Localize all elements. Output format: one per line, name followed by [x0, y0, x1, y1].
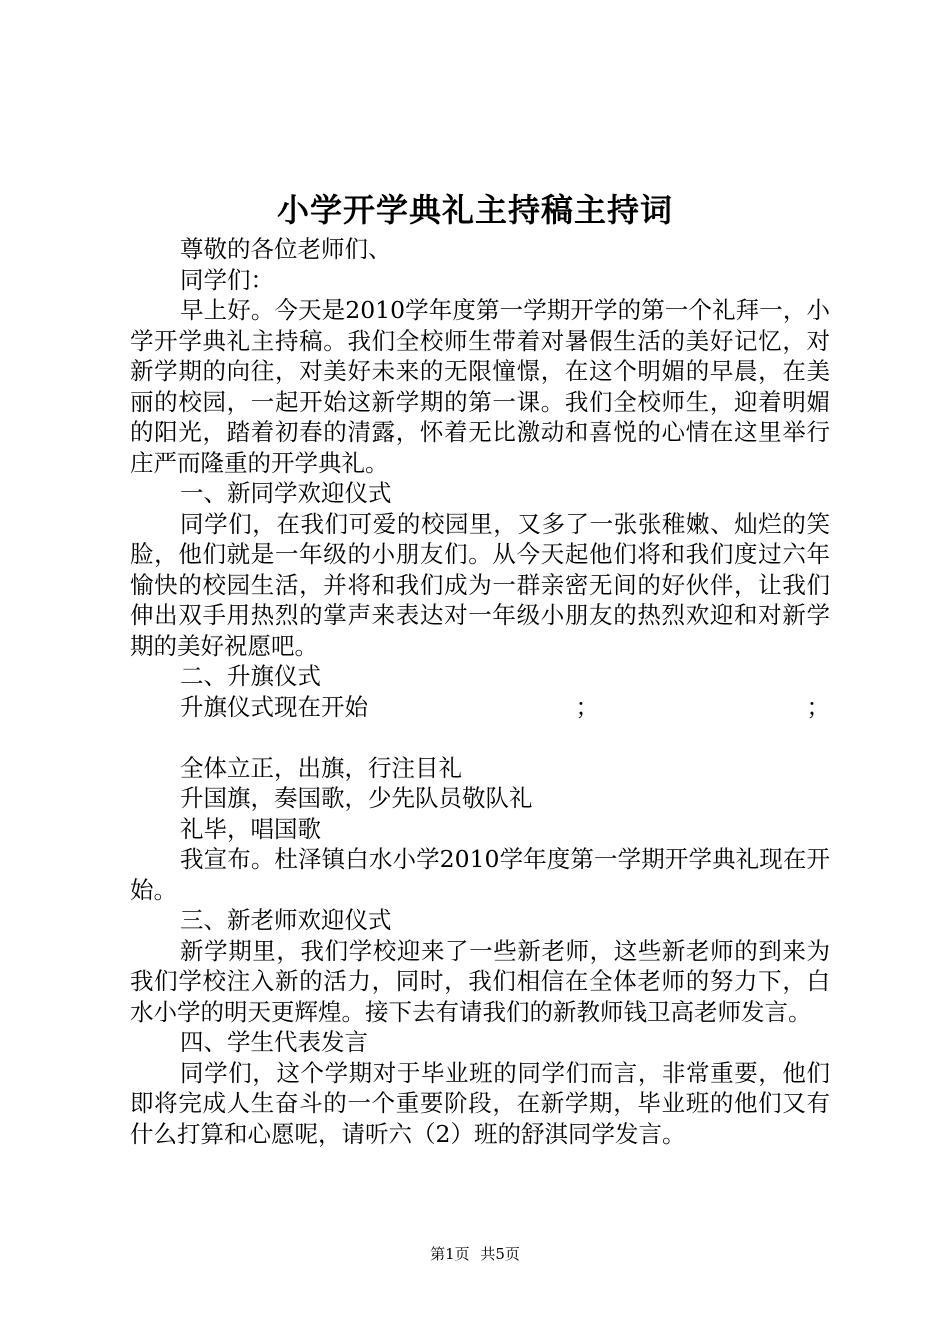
flag-ceremony-line: [130, 692, 830, 723]
section-heading: 四、学生代表发言: [180, 1028, 368, 1056]
document-title: 小学开学典礼主持稿主持词: [276, 191, 673, 229]
section-heading: 三、新老师欢迎仪式: [180, 906, 392, 934]
semicolon-mark: ；: [575, 692, 599, 721]
document-body: [130, 234, 830, 1149]
section-heading: 二、升旗仪式: [180, 662, 321, 690]
ceremony-step: 全体立正，出旗，行注目礼: [180, 753, 462, 782]
ceremony-step: 升国旗，奏国歌，少先队员敬队礼: [180, 784, 533, 812]
body-paragraph: 同学们，在我们可爱的校园里，又多了一张张稚嫩、灿烂的笑脸，他们就是一年级的小朋友们。从今天起他们将和我们度过六年愉快的校园生活，并将和我们成为一群亲密无间的好伙伴，让我们伸出双手用热烈的掌声来表达对一年级小朋友的热烈欢迎和对新学期的美好祝愿吧。: [130, 509, 830, 660]
body-paragraph: 早上好。今天是2010学年度第一学期开学的第一个礼拜一，小学开学典礼主持稿。我们全校师生带着对暑假生活的美好记忆，对新学期的向往，对美好未来的无限憧憬，在这个明媚的早晨，在美丽的校园，一起开始这新学期的第一课。我们全校师生，迎着明媚的阳光，踏着初春的清露，怀着无比激动和喜悦的心情在这里举行庄严而隆重的开学典礼。: [130, 296, 830, 477]
page-number: 第1页: [430, 1245, 470, 1263]
greeting-line: 尊敬的各位老师们、: [180, 235, 392, 263]
page-footer: [0, 1244, 950, 1264]
blank-line: [130, 722, 830, 753]
semicolon-mark: ；: [806, 692, 830, 721]
flag-ceremony-text: 升旗仪式现在开始: [180, 692, 368, 721]
page-total: 共5页: [480, 1245, 520, 1263]
greeting-line: 同学们：: [180, 265, 274, 294]
body-paragraph: 同学们，这个学期对于毕业班的同学们而言，非常重要，他们即将完成人生奋斗的一个重要阶段，在新学期，毕业班的他们又有什么打算和心愿呢，请听六（2）班的舒淇同学发言。: [130, 1058, 830, 1148]
section-heading: 一、新同学欢迎仪式: [180, 479, 392, 507]
body-paragraph: 新学期里，我们学校迎来了一些新老师，这些新老师的到来为我们学校注入新的活力，同时，我们相信在全体老师的努力下，白水小学的明天更辉煌。接下去有请我们的新教师钱卫高老师发言。: [130, 936, 830, 1026]
body-paragraph: 我宣布。杜泽镇白水小学2010学年度第一学期开学典礼现在开始。: [130, 845, 830, 904]
ceremony-step: 礼毕，唱国歌: [180, 814, 321, 843]
